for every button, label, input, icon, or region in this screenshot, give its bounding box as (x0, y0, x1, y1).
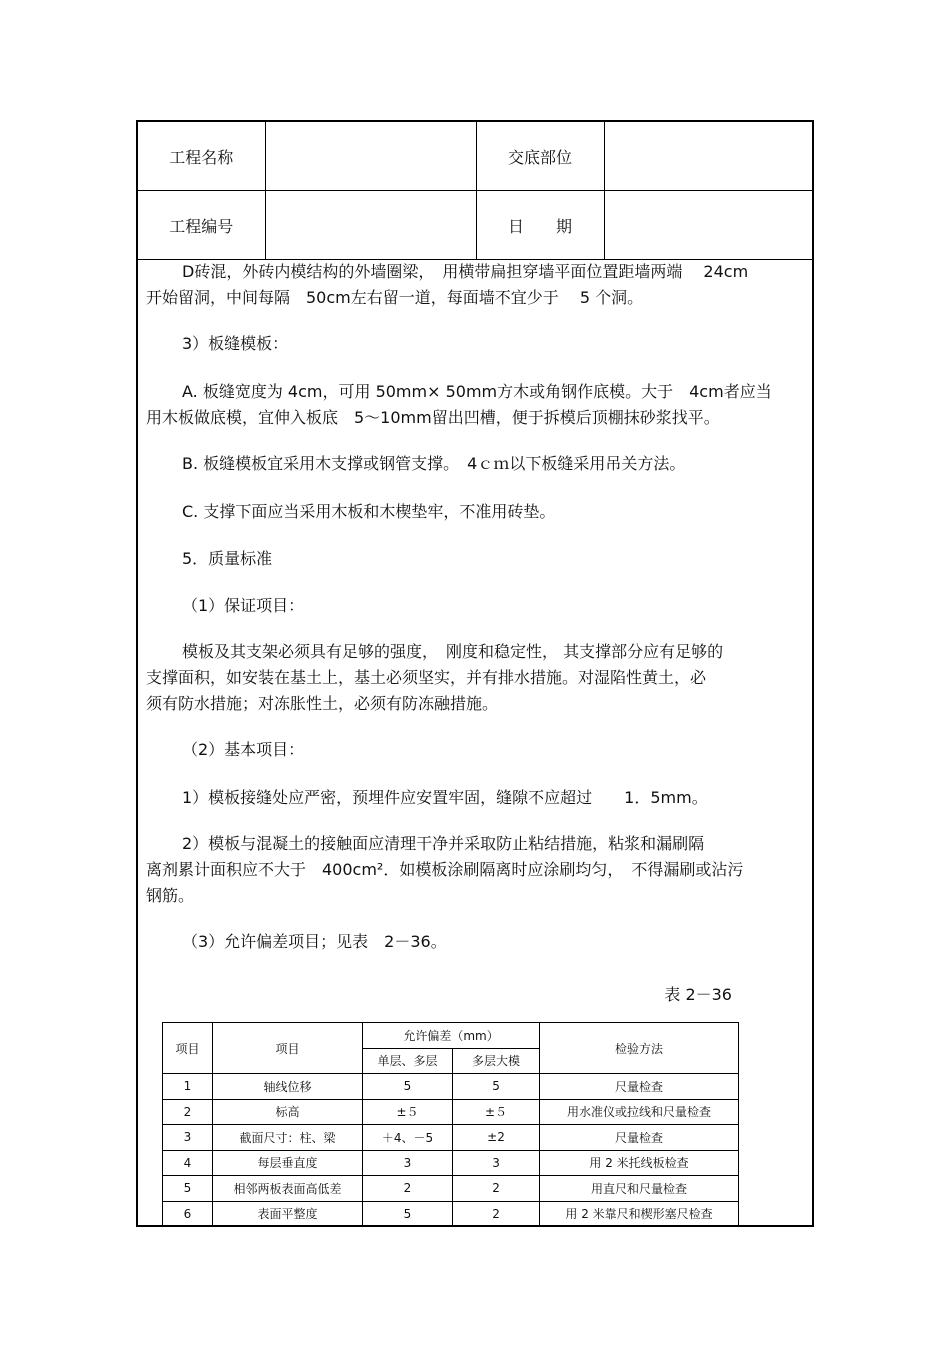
table-row (163, 1201, 739, 1227)
row-no: 5 (163, 1176, 213, 1202)
table-row (163, 1099, 739, 1125)
table-row (163, 1176, 739, 1202)
row-method: 用水准仪或拉线和尺量检查 (540, 1099, 739, 1125)
body-line: 1）模板接缝处应严密，预埋件应安置牢固，缝隙不应超过 1．5mm。 (182, 788, 708, 807)
col-header-multi: 多层大模 (453, 1048, 540, 1074)
row-item: 标高 (213, 1099, 363, 1125)
row-single: 5 (363, 1201, 453, 1227)
body-line: A. 板缝宽度为 4cm，可用 50mm× 50mm方木或角钢作底模。大于 4cm者应当 (182, 382, 772, 401)
col-header-item: 项目 (213, 1023, 363, 1074)
date-label: 日 期 (476, 191, 604, 260)
body-line: 模板及其支架必须具有足够的强度， 刚度和稳定性， 其支撑部分应有足够的 (182, 642, 724, 661)
date-value (604, 191, 812, 260)
tolerance-table (162, 1022, 739, 1227)
subsection-heading: （1）保证项目： (182, 596, 305, 615)
row-multi: ±2 (453, 1125, 540, 1151)
row-single: 5 (363, 1074, 453, 1100)
row-multi: 2 (453, 1176, 540, 1202)
row-item: 轴线位移 (213, 1074, 363, 1100)
subsection-heading: （2）基本项目： (182, 740, 305, 759)
body-line: 支撑面积，如安装在基土上，基土必须坚实，并有排水措施。对湿陷性黄土，必 (146, 668, 707, 687)
row-no: 4 (163, 1150, 213, 1176)
row-method: 用 2 米靠尺和楔形塞尺检查 (540, 1201, 739, 1227)
row-method: 用直尺和尺量检查 (540, 1176, 739, 1202)
location-value (604, 122, 812, 191)
row-multi: 2 (453, 1201, 540, 1227)
row-item: 每层垂直度 (213, 1150, 363, 1176)
subsection-heading: （3）允许偏差项目；见表 2－36。 (182, 932, 447, 951)
table-caption: 表 2－36 (664, 985, 732, 1004)
row-item: 相邻两板表面高低差 (213, 1176, 363, 1202)
body-line: 2）模板与混凝土的接触面应清理干净并采取防止粘结措施，粘浆和漏刷隔 (182, 834, 705, 853)
row-no: 2 (163, 1099, 213, 1125)
table-row (163, 1074, 739, 1100)
row-no: 6 (163, 1201, 213, 1227)
body-line: C. 支撑下面应当采用木板和木楔垫牢，不准用砖垫。 (182, 502, 556, 521)
body-line: 离剂累计面积应不大于 400cm²．如模板涂刷隔离时应涂刷均匀， 不得漏刷或沾污 (146, 860, 744, 879)
row-single: ±５ (363, 1099, 453, 1125)
row-item: 表面平整度 (213, 1201, 363, 1227)
col-header-no: 项目 (163, 1023, 213, 1074)
row-multi: 5 (453, 1074, 540, 1100)
section-heading: 5．质量标准 (182, 549, 273, 568)
table-row (163, 1150, 739, 1176)
row-single: 2 (363, 1176, 453, 1202)
row-multi: ±５ (453, 1099, 540, 1125)
body-line: D砖混，外砖内模结构的外墙圈梁， 用横带扁担穿墙平面位置距墙两端 24cm (182, 262, 749, 281)
body-line: 钢筋。 (146, 886, 195, 905)
col-header-single: 单层、多层 (363, 1048, 453, 1074)
body-line: 须有防水措施；对冻胀性土，必须有防冻融措施。 (146, 694, 499, 713)
col-header-tolerance: 允许偏差（mm） (363, 1023, 540, 1049)
row-method: 用 2 米托线板检查 (540, 1150, 739, 1176)
row-item: 截面尺寸：柱、梁 (213, 1125, 363, 1151)
col-header-method: 检验方法 (540, 1023, 739, 1074)
body-line: 用木板做底模，宜伸入板底 5～10mm留出凹槽，便于拆模后顶棚抹砂浆找平。 (146, 408, 720, 427)
row-single: 3 (363, 1150, 453, 1176)
disclosure-form (136, 120, 814, 1227)
row-no: 1 (163, 1074, 213, 1100)
body-line: 3）板缝模板： (182, 334, 289, 353)
row-multi: 3 (453, 1150, 540, 1176)
row-single: ＋4、－5 (363, 1125, 453, 1151)
body-line: B. 板缝模板宜采用木支撑或钢管支撑。 4ｃｍ以下板缝采用吊关方法。 (182, 454, 686, 473)
body-line: 开始留洞，中间每隔 50cm左右留一道，每面墙不宜少于 5 个洞。 (146, 288, 644, 307)
location-label: 交底部位 (476, 122, 604, 191)
project-no-label: 工程编号 (138, 191, 265, 260)
table-row (163, 1125, 739, 1151)
row-method: 尺量检查 (540, 1125, 739, 1151)
header-table (138, 122, 812, 260)
project-name-label: 工程名称 (138, 122, 265, 191)
row-no: 3 (163, 1125, 213, 1151)
row-method: 尺量检查 (540, 1074, 739, 1100)
project-name-value (265, 122, 476, 191)
project-no-value (265, 191, 476, 260)
